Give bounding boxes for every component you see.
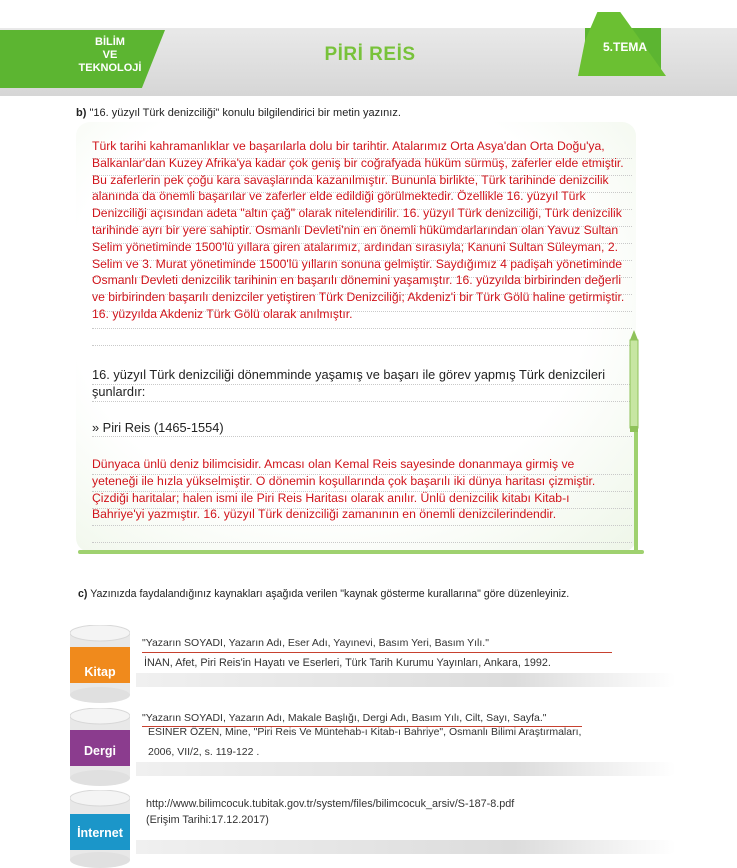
question-b-text: "16. yüzyıl Türk denizciliği" konulu bilgilendirici bir metin yazınız. bbox=[89, 107, 401, 119]
book-rule-underline bbox=[142, 652, 612, 653]
book-bar bbox=[136, 673, 676, 687]
question-c bbox=[78, 588, 569, 600]
reference-book bbox=[70, 625, 610, 695]
reference-internet bbox=[70, 790, 610, 860]
subject-label bbox=[55, 36, 165, 75]
dotted-line bbox=[92, 525, 632, 526]
journal-entry-line-1: ESİNER ÖZEN, Mine, "Piri Reis Ve Müntehab-ı Kitab-ı Bahriye", Osmanlı Bilimi Araştırmaları, bbox=[148, 726, 582, 738]
journal-rule: "Yazarın SOYADI, Yazarın Adı, Makale Başlığı, Dergi Adı, Basım Yılı, Cilt, Sayı, Sayfa." bbox=[142, 712, 547, 724]
subject-line-3: TEKNOLOJİ bbox=[78, 62, 142, 74]
journal-bar bbox=[136, 762, 676, 776]
essay-paragraph-3: » Piri Reis (1465-1554) bbox=[92, 420, 224, 435]
question-c-text: Yazınızda faydalandığınız kaynakları aşağıda verilen "kaynak gösterme kurallarına" göre düzenleyiniz. bbox=[90, 588, 570, 600]
essay-paragraph-2: 16. yüzyıl Türk denizciliği dönemminde yaşamış ve başarı ile görev yapmış Türk denizcileri şunlardır: bbox=[92, 367, 606, 399]
frame-bottom-rule bbox=[78, 550, 644, 554]
question-b-label: b) bbox=[76, 107, 87, 119]
theme-label: 5.TEMA bbox=[602, 40, 647, 54]
page-title: PİRİ REİS bbox=[324, 44, 416, 65]
internet-entry-url: http://www.bilimcocuk.tubitak.gov.tr/system/files/bilimcocuk_arsiv/S-187-8.pdf bbox=[146, 798, 515, 810]
dotted-line bbox=[92, 401, 632, 402]
dotted-line bbox=[92, 328, 632, 329]
question-c-label: c) bbox=[78, 588, 88, 600]
question-b bbox=[76, 107, 401, 119]
book-label: Kitap bbox=[84, 665, 116, 679]
dotted-line bbox=[92, 345, 632, 346]
journal-label: Dergi bbox=[84, 744, 116, 758]
internet-entry-access-date: (Erişim Tarihi:17.12.2017) bbox=[146, 814, 269, 826]
subject-line-2: VE bbox=[102, 49, 118, 61]
dotted-line bbox=[92, 436, 632, 437]
subject-line-1: BİLİM bbox=[95, 36, 125, 48]
internet-bar bbox=[136, 840, 676, 854]
internet-label: İnternet bbox=[77, 826, 123, 840]
dotted-line bbox=[92, 542, 632, 543]
reference-journal bbox=[70, 708, 610, 778]
book-cylinder-icon bbox=[70, 625, 130, 703]
essay-paragraph-1: Türk tarihi kahramanlıklar ve başarılarla dolu bir tarihtir. Atalarımız Orta Asya'dan Orta Doğu'ya, Balkanlar'dan Kuzey Afrika'ya kadar çok geniş bir coğrafyada hüküm sürmüş, zaferler elde etmiştir. Bu zaferlerin pek çoğu kara savaşlarında kazanılmıştır. Bununla birlikte, Türk tarihinde denizcilik alanında da önemli başarılar ve zaferler elde edildiği görülmektedir. Özellikle 16. yüzyıl Türk Denizciliği açısından adeta "altın çağ" olarak nitelendirilir. 16. yüzyıl Türk denizciliği, Türk denizcilik tarihinde ayrı bir yere sahiptir. Osmanlı Devleti'nin en önemli hükümdarlarından olan Yavuz Sultan Selim yönetiminde 1500'lü yıllara giren atalarımız, ardından sırasıyla; Kanuni Sultan Süleyman, 2. Selim ve 3. Murat yönetiminde 1500'lü yılların sonuna gelmiştir. Saydığımız 4 padişah yönetiminde Osmanlı Devleti denizcilik tarihinin en başarılı dönemini yaşamıştır. 16. yüzyılda birbirinden değerli ve birbirinden başarılı denizciler yetiştiren Türk Denizciliği; Akdeniz'i bir Türk Gölü haline getirmiştir. 16. yüzyılda Akdeniz Türk Gölü olarak anılmıştır. bbox=[92, 139, 625, 321]
pencil-icon bbox=[627, 330, 641, 434]
essay-paragraph-4: Dünyaca ünlü deniz bilimcisidir. Amcası olan Kemal Reis sayesinde donanmaya girmiş ve yeteneği ile hızla yükselmiştir. O dönemin koşullarında çok başarılı iki dünya haritası çizmiştir. Çizdiği haritalar; halen ismi ile Piri Reis Haritası olarak anılır. Ünlü denizcilik kitabı Kitab-ı Bahriye'yi yazmıştır. 16. yüzyıl Türk denizciliği zamanının en önemli denizcilerindendir. bbox=[92, 457, 596, 522]
book-entry: İNAN, Afet, Piri Reis'in Hayatı ve Eserleri, Türk Tarih Kurumu Yayınları, Ankara, 1992. bbox=[144, 657, 551, 669]
journal-entry-line-2: 2006, VII/2, s. 119-122 . bbox=[148, 746, 260, 758]
frame-side-rule bbox=[634, 430, 638, 554]
book-rule: "Yazarın SOYADI, Yazarın Adı, Eser Adı, Yayınevi, Basım Yeri, Basım Yılı." bbox=[142, 637, 489, 649]
